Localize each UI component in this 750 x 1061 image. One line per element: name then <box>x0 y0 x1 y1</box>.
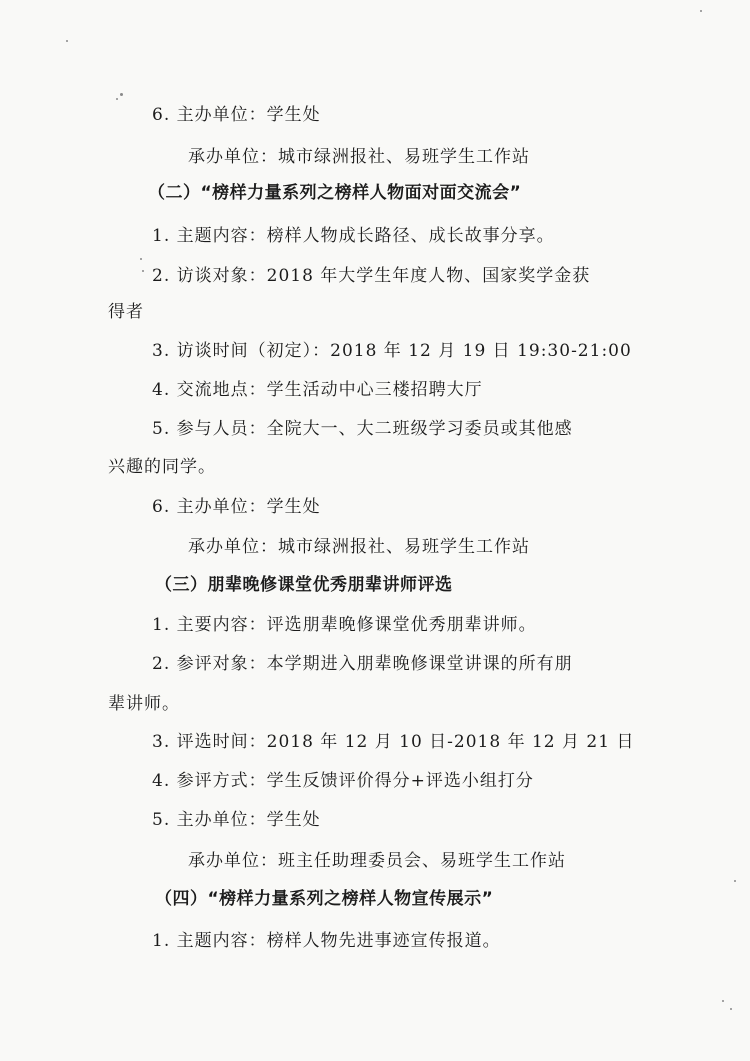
scan-speck <box>142 270 144 272</box>
item-2-continuation-2: 辈讲师。 <box>108 694 180 714</box>
scan-speck <box>722 1000 724 1002</box>
item-3-selection-time: 3. 评选时间：2018 年 12 月 10 日-2018 年 12 月 21 日 <box>152 732 635 752</box>
item-4-location: 4. 交流地点：学生活动中心三楼招聘大厅 <box>152 380 483 400</box>
item-2-candidates: 2. 参评对象：本学期进入朋辈晚修课堂讲课的所有朋 <box>152 654 573 674</box>
co-organizer-line: 承办单位：城市绿洲报社、易班学生工作站 <box>188 147 530 167</box>
scan-speck <box>120 93 123 96</box>
scan-speck <box>140 258 142 260</box>
item-3-time: 3. 访谈时间（初定）：2018 年 12 月 19 日 19:30-21:00 <box>152 341 632 361</box>
item-6-organizer-2: 6. 主办单位：学生处 <box>152 497 321 517</box>
item-5-participants: 5. 参与人员：全院大一、大二班级学习委员或其他感 <box>152 419 573 439</box>
item-6-organizer: 6. 主办单位：学生处 <box>152 105 321 125</box>
item-2-interviewee: 2. 访谈对象：2018 年大学生年度人物、国家奖学金获 <box>152 266 591 286</box>
co-organizer-line-3: 承办单位：班主任助理委员会、易班学生工作站 <box>188 851 566 871</box>
section-heading-2: （二）“榜样力量系列之榜样人物面对面交流会” <box>148 183 522 203</box>
scan-speck <box>700 10 702 12</box>
scan-speck <box>116 98 118 100</box>
section-heading-3: （三）朋辈晚修课堂优秀朋辈讲师评选 <box>155 575 453 595</box>
item-1-content: 1. 主要内容：评选朋辈晚修课堂优秀朋辈讲师。 <box>152 615 537 635</box>
item-5-organizer: 5. 主办单位：学生处 <box>152 810 321 830</box>
section-heading-4: （四）“榜样力量系列之榜样人物宣传展示” <box>155 889 494 909</box>
scan-speck <box>730 1008 732 1010</box>
item-1-theme-2: 1. 主题内容：榜样人物先进事迹宣传报道。 <box>152 931 501 951</box>
scan-speck <box>66 40 68 42</box>
item-5-continuation: 兴趣的同学。 <box>108 457 216 477</box>
item-1-theme: 1. 主题内容：榜样人物成长路径、成长故事分享。 <box>152 226 555 246</box>
co-organizer-line-2: 承办单位：城市绿洲报社、易班学生工作站 <box>188 537 530 557</box>
item-2-continuation: 得者 <box>108 302 144 322</box>
item-4-method: 4. 参评方式：学生反馈评价得分+评选小组打分 <box>152 771 534 791</box>
scan-speck <box>734 880 736 882</box>
